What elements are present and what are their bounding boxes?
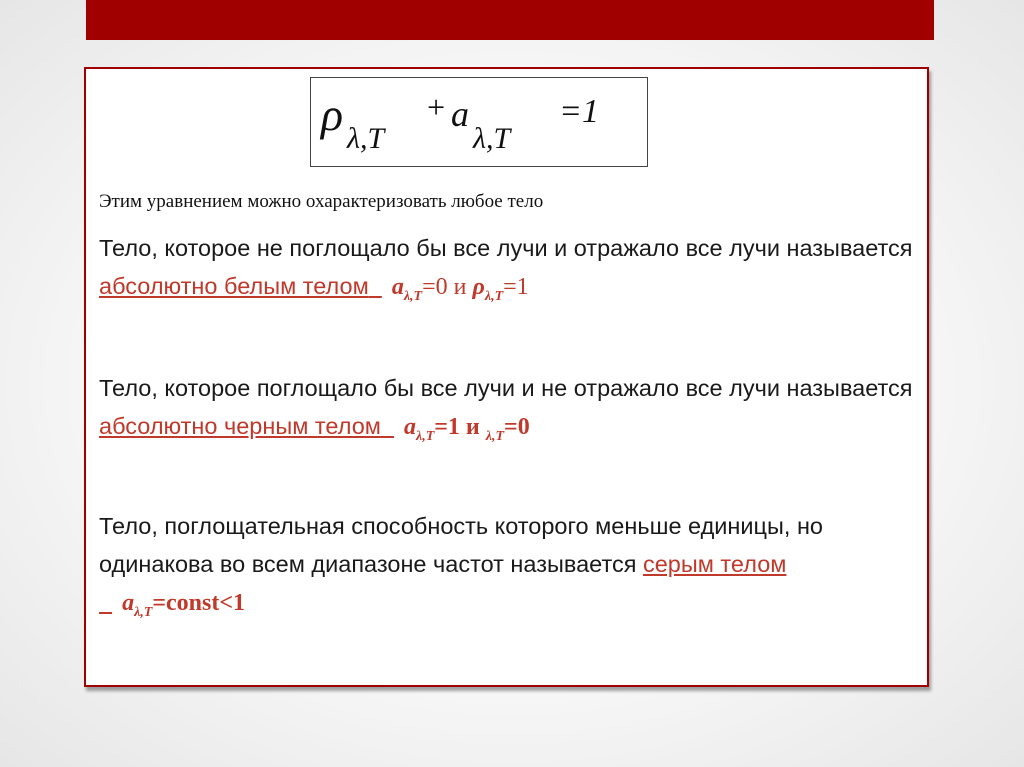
cond-var-rho: ρ: [472, 274, 485, 300]
formula-a-subscript: λ,T: [473, 122, 511, 155]
term-gray-body: серым телом: [642, 551, 787, 577]
paragraph-text: Тело, поглощательная способность которого меньше единицы, но одинакова во всем диапазоне частот называется: [99, 513, 823, 577]
cond-sub-1: λ,T: [134, 605, 153, 620]
formula-graphic: [311, 78, 649, 168]
cond-var-a: a: [391, 274, 404, 300]
formula-rho: ρ: [321, 89, 344, 140]
condition-gray-body: [122, 590, 246, 620]
cond-sub-1: λ,T: [403, 289, 423, 304]
cond-sub-2: λ,T: [484, 289, 504, 304]
term-underline-pad: [369, 273, 382, 299]
term-underline-pad: [99, 589, 112, 615]
paragraph-text: Тело, которое поглощало бы все лучи и не отражало все лучи называется: [99, 375, 913, 401]
cond-sub-1: λ,T: [415, 429, 435, 444]
term-underline-pad: [381, 413, 394, 439]
intro-text: Этим уравнением можно охарактеризовать любое тело: [99, 191, 544, 212]
cond-eq-2: =0: [504, 414, 530, 440]
top-accent-bar: [86, 0, 934, 40]
cond-var-a: a: [403, 414, 416, 440]
paragraph-black-body: [99, 369, 929, 456]
cond-sub-2: λ,T: [485, 429, 505, 444]
cond-eq-1: =0 и: [422, 274, 473, 300]
formula-box: [310, 77, 648, 167]
paragraph-text: Тело, которое не поглощало бы все лучи и отражало все лучи называется: [99, 235, 913, 261]
formula-plus: +: [425, 89, 447, 125]
formula-rho-subscript: λ,T: [347, 122, 385, 155]
formula-equals-one: =1: [559, 93, 599, 130]
paragraph-white-body: [99, 229, 929, 316]
content-panel: [84, 67, 929, 687]
cond-eq-2: =1: [503, 274, 529, 300]
cond-eq-1: =const<1: [152, 590, 246, 616]
paragraph-gray-body: [99, 507, 929, 632]
term-black-body: абсолютно черным телом: [99, 413, 381, 439]
cond-eq-1: =1 и: [434, 414, 486, 440]
condition-black-body: [403, 414, 530, 444]
condition-white-body: [391, 274, 529, 304]
cond-var-a: a: [122, 590, 135, 616]
formula-a: a: [451, 94, 469, 134]
term-white-body: абсолютно белым телом: [99, 273, 369, 299]
